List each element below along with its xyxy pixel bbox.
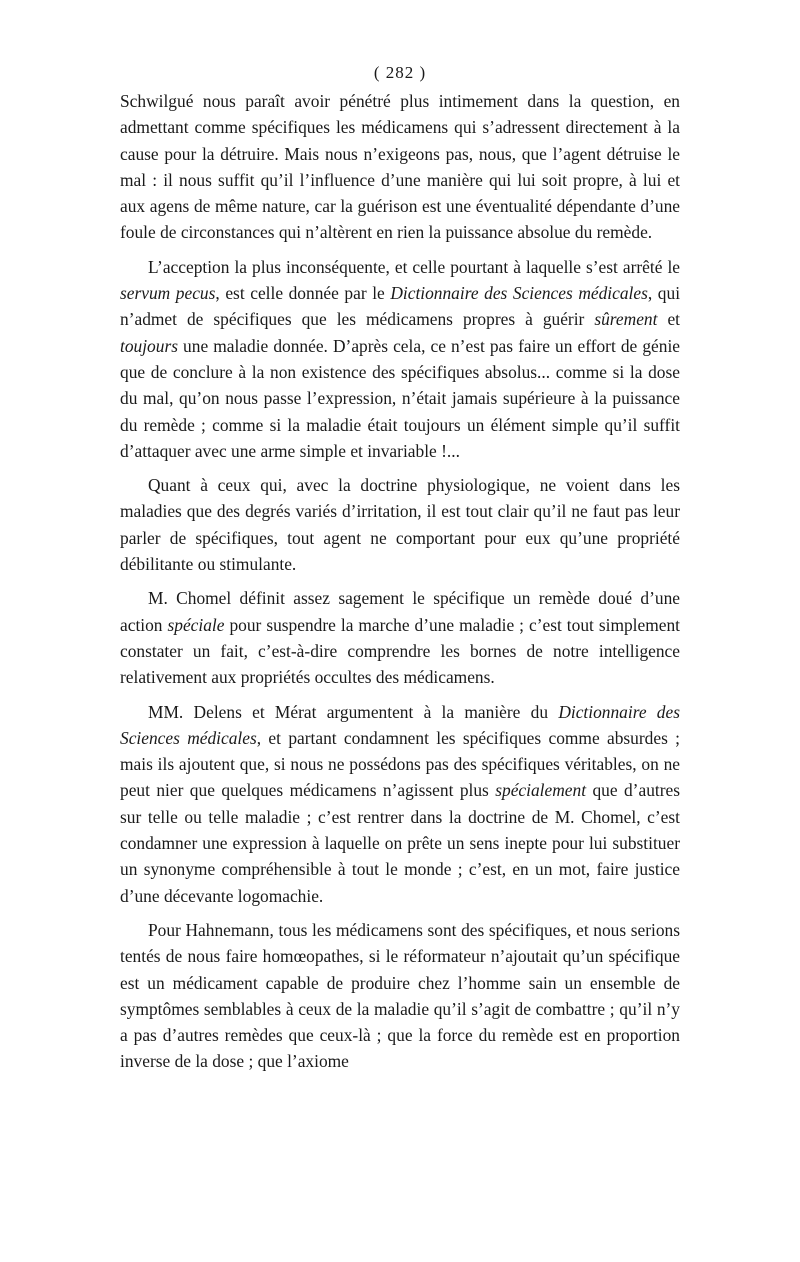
text-segment: Schwilgué nous paraît avoir pénétré plus intimement dans la question, en admettant comme spécifiques les médicamens qui s’adressent directement à la cause pour la détruire. Mais nous n’exigeons pas, nous, que l’agent détruise le mal : il nous suffit qu’il l’influence d’une manière qui lui soit propre, à lui et aux agens de même nature, car la guérison est une éventualité dépendante d’une foule de circonstances qui n’altèrent en rien la puissance absolue du remède. (120, 91, 680, 243)
italic-segment: spécialement (495, 780, 587, 801)
text-segment: M. Chomel définit assez sagement le spécifique un remède doué d’une action (120, 588, 680, 635)
text-segment: , est celle donnée par le (215, 283, 391, 304)
text-segment: , qui n’admet de spécifiques que les médicamens propres à guérir (120, 283, 681, 330)
paragraph-2 (120, 254, 680, 464)
italic-segment: sûrement (594, 309, 658, 330)
paragraph-6 (120, 917, 680, 1075)
paragraph-4 (120, 585, 680, 690)
italic-segment: servum pecus (120, 283, 216, 304)
italic-segment: Dictionnaire des Sciences médicales (120, 701, 680, 748)
text-segment: , et partant condamnent les spécifiques comme absurdes ; mais ils ajoutent que, si nous ne possédons pas des spécifiques véritables, on ne peut nier que quelques médicamens n’agissent plus (120, 727, 681, 801)
text-segment: et (657, 309, 680, 330)
text-segment: Quant à ceux qui, avec la doctrine physiologique, ne voient dans les maladies que des degrés variés d’irritation, il est tout clair qu’il ne faut pas leur parler de spécifiques, tout agent ne comportant pour eux qu’une propriété débilitante ou stimulante. (120, 475, 680, 575)
text-segment: une maladie donnée. D’après cela, ce n’est pas faire un effort de génie que de conclure à la non existence des spécifiques absolus... comme si la dose du mal, qu’on nous passe l’expression, n’était jamais supérieure à la puissance du remède ; comme si la maladie était toujours un élément simple qu’il suffit d’attaquer avec une arme simple et invariable !... (120, 335, 680, 461)
text-segment: L’acception la plus inconséquente, et celle pourtant à laquelle s’est arrêté le (148, 256, 680, 277)
paragraph-5 (120, 699, 680, 909)
page-number: ( 282 ) (373, 63, 427, 82)
text-segment: Pour Hahnemann, tous les médicamens sont des spécifiques, et nous serions tentés de nous faire homœopathes, si le réformateur n’ajoutait qu’un spécifique est un médicament capable de produire chez l’homme sain un ensemble de symptômes semblables à ceux de la maladie qu’il s’agit de combattre ; qu’il n’y a pas d’autres remèdes que ceux-là ; que la force du remède est en proportion inverse de la dose ; que l’axiome (120, 919, 680, 1072)
text-segment: que d’autres sur telle ou telle maladie ; c’est rentrer dans la doctrine de M. Chomel, c’est condamner une expression à laquelle on prête un sens inepte pour lui substituer un synonyme compréhensible à tout le monde ; c’est, en un mot, faire justice d’une décevante logomachie. (120, 780, 680, 906)
italic-segment: toujours (120, 335, 178, 356)
text-segment: pour suspendre la marche d’une maladie ; c’est tout simplement constater un fait, c’est-à-dire comprendre les bornes de notre intelligence relativement aux propriétés occultes des médicamens. (120, 614, 680, 688)
italic-segment: Dictionnaire des Sciences médicales (390, 283, 648, 304)
italic-segment: spéciale (167, 614, 225, 635)
text-segment: MM. Delens et Mérat argumentent à la manière du (148, 701, 559, 722)
book-page (120, 58, 680, 1083)
paragraph-3 (120, 472, 680, 577)
paragraph-1 (120, 88, 680, 246)
